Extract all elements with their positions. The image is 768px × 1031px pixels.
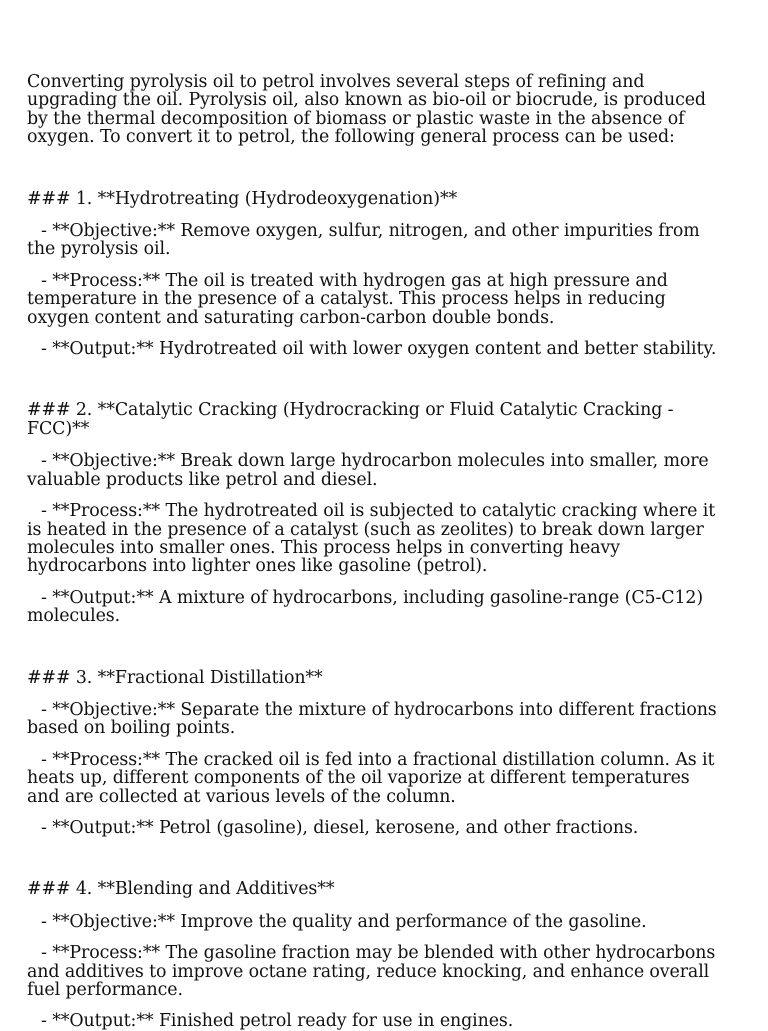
objective-item: - **Objective:** Remove oxygen, sulfur, nitrogen, and other impurities from the pyrolysis oil. bbox=[27, 221, 700, 260]
objective-item: - **Objective:** Improve the quality and performance of the gasoline. bbox=[41, 911, 647, 932]
section-catalytic-cracking bbox=[27, 401, 727, 625]
objective-item: - **Objective:** Break down large hydrocarbon molecules into smaller, more valuable products like petrol and diesel. bbox=[27, 451, 709, 490]
process-item: - **Process:** The cracked oil is fed into a fractional distillation column. As it heats up, different components of the oil vaporize at different temperatures and are collected at various levels of the column. bbox=[27, 749, 715, 807]
section-hydrotreating bbox=[27, 190, 727, 359]
objective-item: - **Objective:** Separate the mixture of hydrocarbons into different fractions based on boiling points. bbox=[27, 699, 717, 739]
section-blending-additives bbox=[27, 880, 727, 1030]
document-body bbox=[27, 73, 727, 1031]
process-item: - **Process:** The hydrotreated oil is subjected to catalytic cracking where it is heated in the presence of a catalyst (such as zeolites) to break down larger molecules into smaller ones. This process helps in converting heavy hydrocarbons into lighter ones like gasoline (petrol). bbox=[27, 501, 716, 577]
process-item: - **Process:** The gasoline fraction may be blended with other hydrocarbons and additives to improve octane rating, reduce knocking, and enhance overall fuel performance. bbox=[27, 943, 716, 1000]
output-item: - **Output:** Finished petrol ready for use in engines. bbox=[41, 1011, 514, 1031]
section-heading: ### 3. **Fractional Distillation** bbox=[27, 667, 323, 688]
section-heading: ### 2. **Catalytic Cracking (Hydrocracking or Fluid Catalytic Cracking - FCC)** bbox=[27, 400, 674, 439]
process-item: - **Process:** The oil is treated with hydrogen gas at high pressure and temperature in the presence of a catalyst. This process helps in reducing oxygen content and saturating carbon-carbon double bonds. bbox=[27, 270, 668, 328]
section-heading: ### 1. **Hydrotreating (Hydrodeoxygenation)** bbox=[27, 188, 458, 209]
intro-paragraph: Converting pyrolysis oil to petrol involves several steps of refining and upgrading the oil. Pyrolysis oil, also known as bio-oil or biocrude, is produced by the thermal decomposition of biomass or plastic waste in the absence of oxygen. To convert it to petrol, the following general process can be used: bbox=[27, 72, 706, 148]
output-item: - **Output:** Petrol (gasoline), diesel, kerosene, and other fractions. bbox=[41, 817, 639, 838]
output-item: - **Output:** A mixture of hydrocarbons, including gasoline-range (C5-C12) molecules. bbox=[27, 587, 704, 627]
section-fractional-distillation bbox=[27, 669, 727, 838]
section-heading: ### 4. **Blending and Additives** bbox=[27, 879, 335, 900]
output-item: - **Output:** Hydrotreated oil with lower oxygen content and better stability. bbox=[41, 339, 717, 360]
